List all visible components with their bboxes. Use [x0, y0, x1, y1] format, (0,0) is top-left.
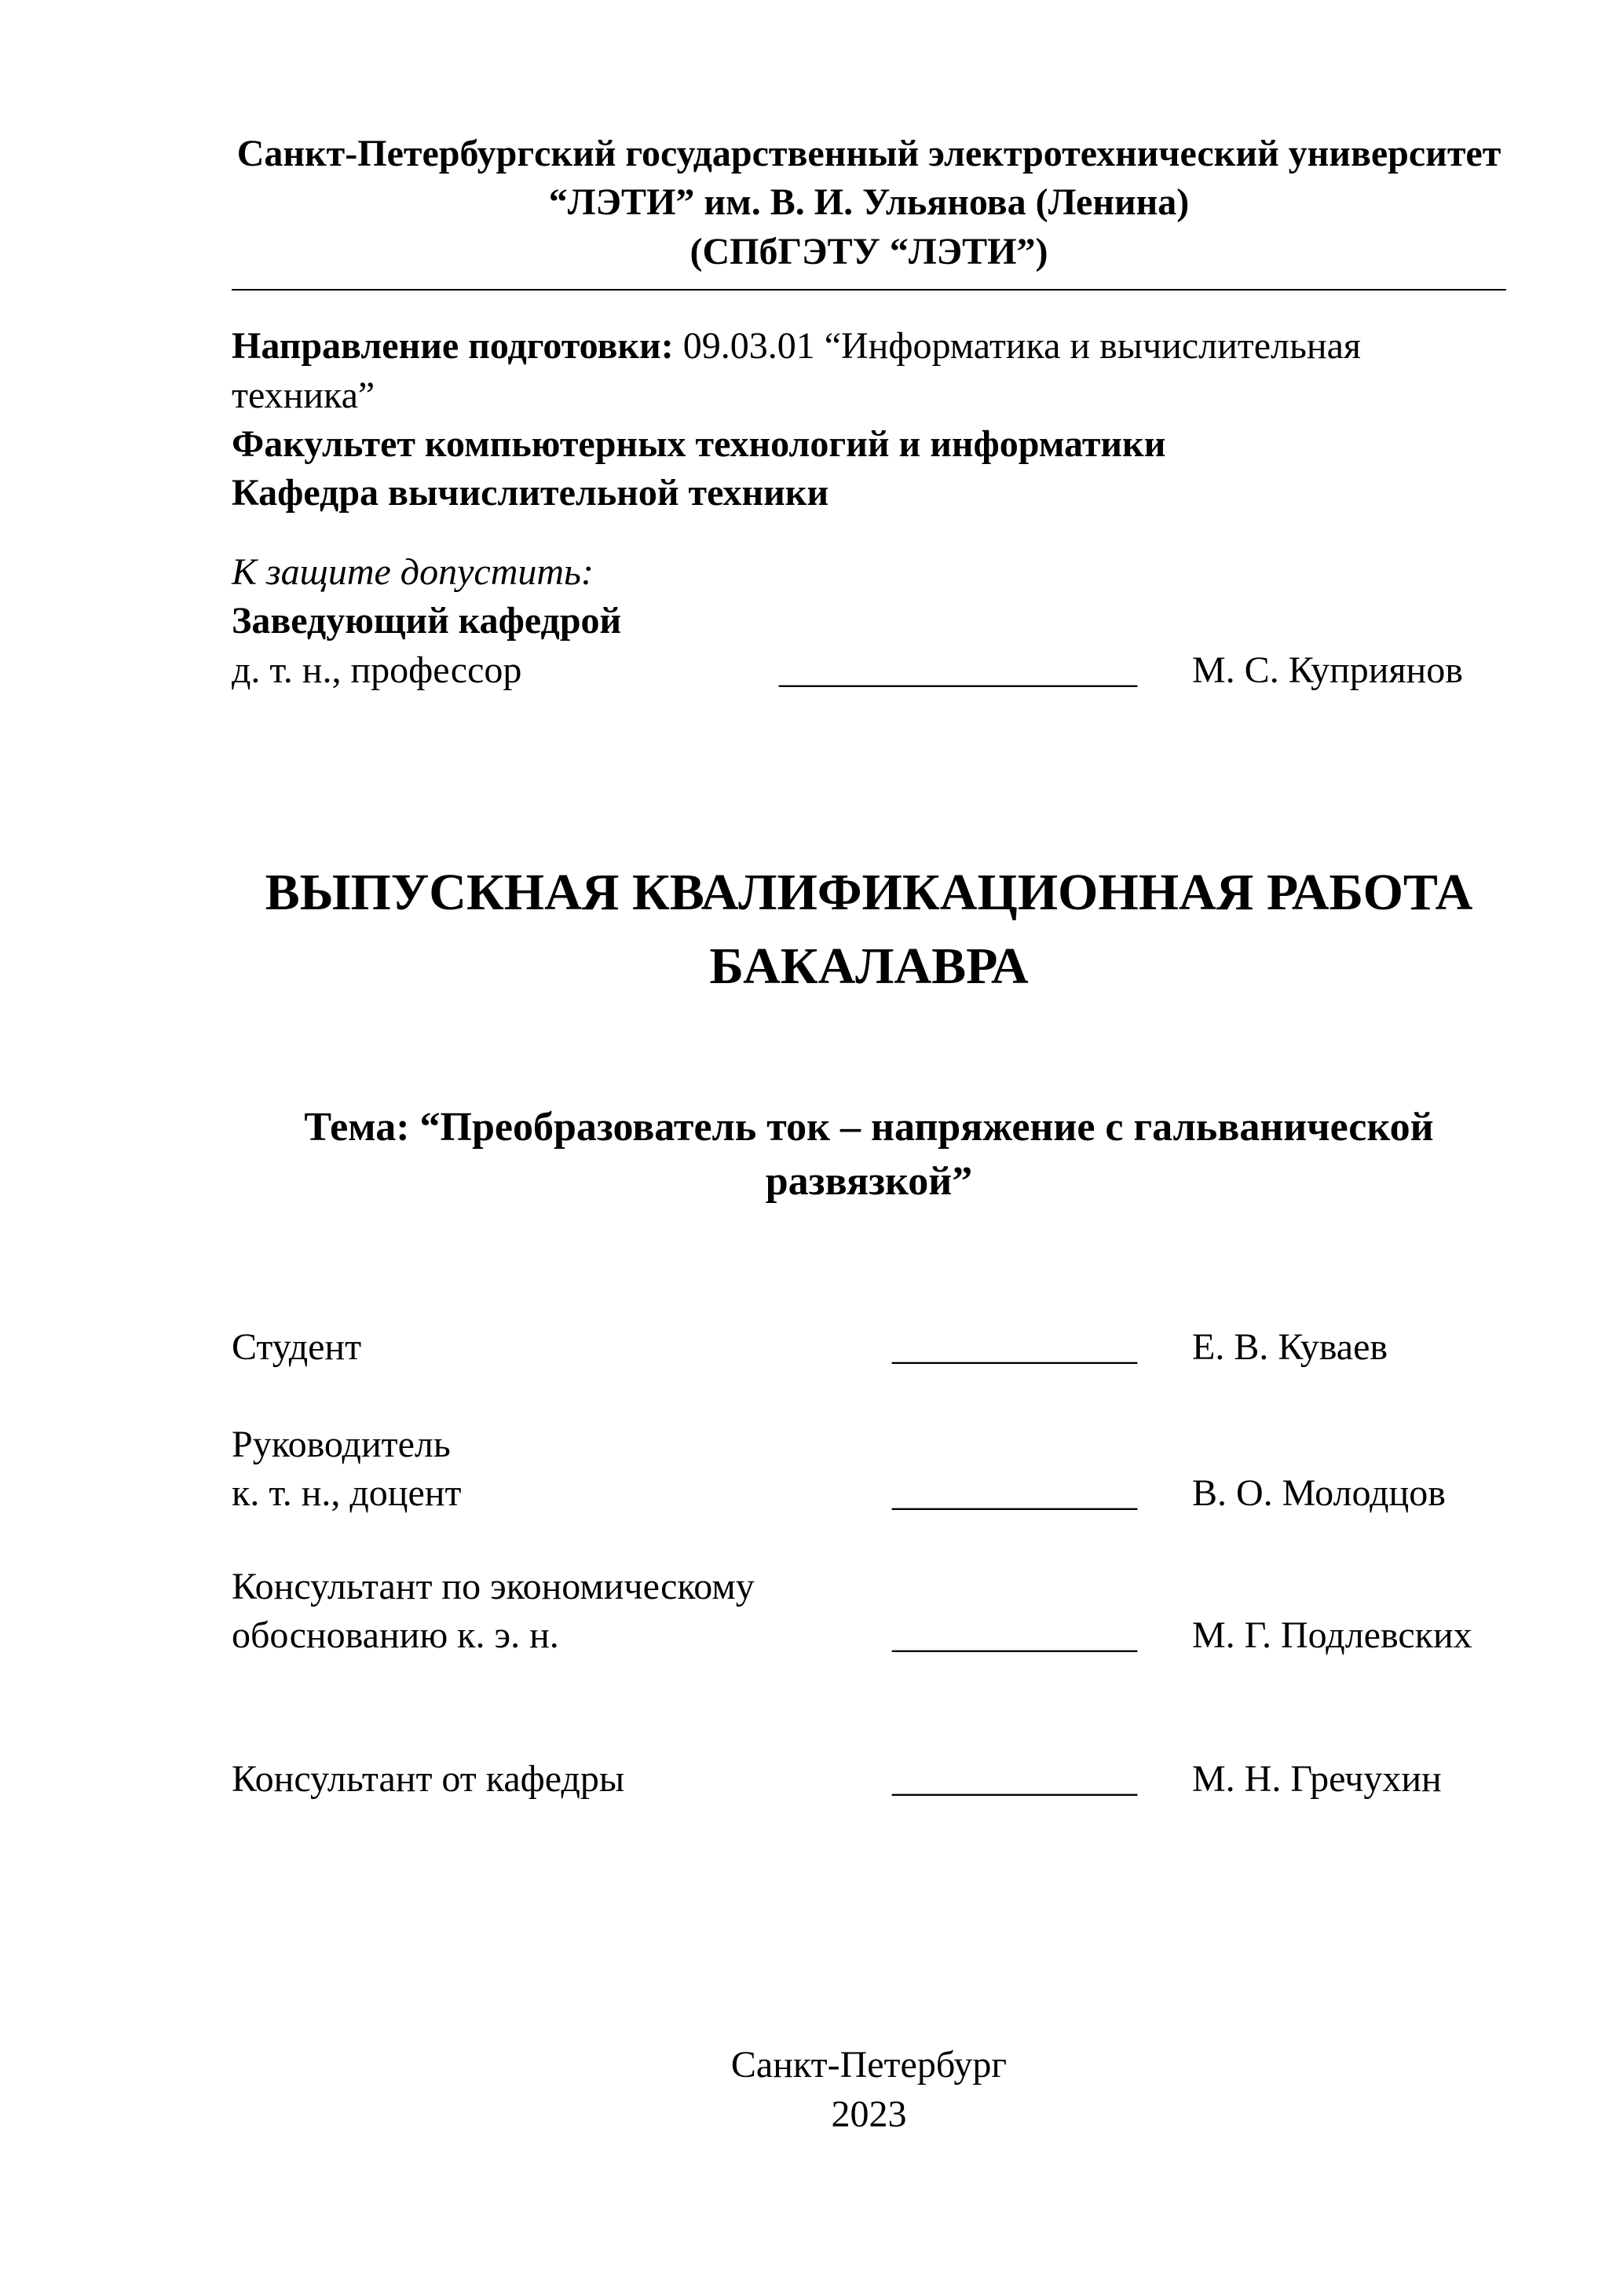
head-title: Заведующий кафедрой: [232, 600, 622, 642]
role-label: Студент: [232, 1325, 362, 1368]
footer-city: Санкт-Петербург: [730, 2044, 1008, 2086]
signature-blank: _____________: [892, 1472, 1137, 1515]
role-label: [232, 1420, 892, 1519]
theme-line: Тема: “Преобразователь ток – напряжение с гальванической развязкой”: [304, 1105, 1434, 1204]
approval-block: [232, 548, 1506, 695]
role-line1: Консультант по экономическому: [232, 1565, 755, 1607]
admit-line: К защите допустить:: [232, 550, 594, 593]
role-line2: к. т. н., доцент: [232, 1472, 462, 1515]
direction-value: 09.03.01 “Информатика и вычислительная техника”: [232, 325, 1361, 416]
signatures-block: [232, 1323, 1506, 1804]
signature-row-consultant-economics: [232, 1563, 1506, 1661]
program-block: [232, 322, 1506, 518]
head-degree: д. т. н., профессор: [232, 649, 522, 691]
footer-year: 2023: [831, 2093, 907, 2135]
university-header: [232, 130, 1506, 276]
work-title-line2: БАКАЛАВРА: [709, 937, 1029, 995]
direction-label: Направление подготовки:: [232, 325, 674, 367]
signature-blank: _____________: [892, 1757, 1137, 1800]
signature-row-consultant-department: [232, 1755, 1506, 1804]
university-name-line2: “ЛЭТИ” им. В. И. Ульянова (Ленина): [548, 181, 1190, 224]
signature-blank: _____________: [892, 1614, 1137, 1657]
head-name: М. С. Куприянов: [1192, 649, 1463, 691]
head-signature-blank: ___________________: [779, 649, 1137, 691]
person-name: Е. В. Куваев: [1192, 1325, 1388, 1368]
person-name: М. Г. Подлевских: [1192, 1614, 1472, 1657]
role-label: Консультант от кафедры: [232, 1757, 625, 1800]
department-line: Кафедра вычислительной техники: [232, 472, 829, 514]
person-name: В. О. Молодцов: [1192, 1472, 1446, 1515]
head-signature-row: [232, 646, 1506, 695]
work-title: [232, 856, 1506, 1003]
work-title-line1: ВЫПУСКНАЯ КВАЛИФИКАЦИОННАЯ РАБОТА: [265, 863, 1473, 921]
role-line1: Руководитель: [232, 1423, 451, 1465]
university-name-line1: Санкт-Петербургский государственный электротехнический университет: [236, 133, 1501, 174]
signature-row-supervisor: [232, 1420, 1506, 1519]
role-line2: обоснованию к. э. н.: [232, 1614, 559, 1657]
signature-blank: _____________: [892, 1325, 1137, 1368]
signature-row-student: [232, 1323, 1506, 1372]
footer-block: [232, 2041, 1506, 2139]
faculty-line: Факультет компьютерных технологий и информатики: [232, 422, 1166, 465]
person-name: М. Н. Гречухин: [1192, 1757, 1442, 1800]
header-divider: [232, 289, 1506, 291]
role-label: [232, 1563, 892, 1661]
university-name-line3: (СПбГЭТУ “ЛЭТИ”): [689, 230, 1048, 272]
direction-line: [232, 322, 1506, 420]
